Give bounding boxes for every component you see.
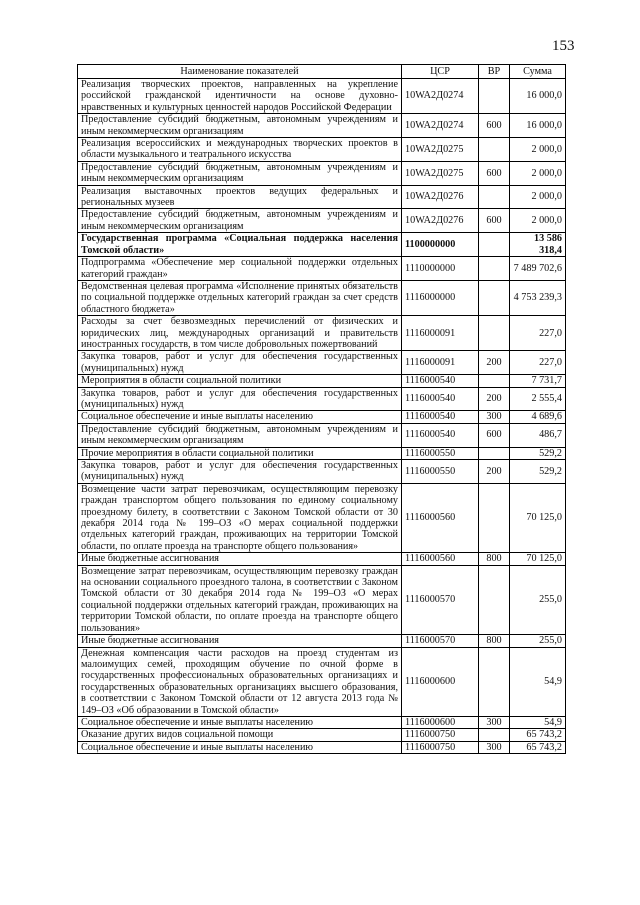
row-csr: 1116000540 — [402, 411, 479, 423]
table-row — [78, 716, 566, 728]
row-sum: 2 000,0 — [510, 161, 566, 185]
row-vr — [479, 483, 510, 552]
row-vr: 300 — [479, 411, 510, 423]
row-csr: 10WA2Д0275 — [402, 138, 479, 162]
row-sum: 529,2 — [510, 460, 566, 484]
row-sum: 255,0 — [510, 635, 566, 647]
row-name: Мероприятия в области социальной политики — [78, 375, 402, 387]
row-csr: 1116000560 — [402, 553, 479, 565]
row-vr: 800 — [479, 635, 510, 647]
row-vr — [479, 375, 510, 387]
row-csr: 1116000550 — [402, 447, 479, 459]
row-sum: 70 125,0 — [510, 553, 566, 565]
row-vr: 600 — [479, 209, 510, 233]
row-sum: 2 000,0 — [510, 185, 566, 209]
row-name: Государственная программа «Социальная поддержка населения Томской области» — [78, 233, 402, 257]
row-vr: 300 — [479, 741, 510, 753]
row-csr: 1116000600 — [402, 716, 479, 728]
row-name: Ведомственная целевая программа «Исполнение принятых обязательств по социальной поддержке отдельных категорий граждан за счет средств областного бюджета» — [78, 280, 402, 315]
table-row — [78, 375, 566, 387]
row-sum: 2 555,4 — [510, 387, 566, 411]
row-csr: 1116000091 — [402, 316, 479, 351]
table-row — [78, 647, 566, 716]
row-sum: 16 000,0 — [510, 114, 566, 138]
row-sum: 4 689,6 — [510, 411, 566, 423]
row-vr: 600 — [479, 161, 510, 185]
row-sum: 7 489 702,6 — [510, 257, 566, 281]
row-vr — [479, 565, 510, 634]
row-sum: 7 731,7 — [510, 375, 566, 387]
row-name: Реализация творческих проектов, направленных на укрепление российской гражданской идентичности на основе духовно-нравственных и культурных ценностей народов Российской Федерации — [78, 79, 402, 114]
row-sum: 4 753 239,3 — [510, 280, 566, 315]
row-vr: 600 — [479, 114, 510, 138]
table-row — [78, 565, 566, 634]
row-name: Прочие мероприятия в области социальной политики — [78, 447, 402, 459]
row-csr: 1110000000 — [402, 257, 479, 281]
table-row — [78, 138, 566, 162]
row-csr: 1116000091 — [402, 351, 479, 375]
row-vr — [479, 447, 510, 459]
row-vr — [479, 647, 510, 716]
row-vr: 300 — [479, 716, 510, 728]
header-row — [78, 65, 566, 79]
table-header — [78, 65, 566, 79]
table-row — [78, 280, 566, 315]
page-number: 153 — [552, 38, 575, 54]
table-row — [78, 553, 566, 565]
table-row — [78, 460, 566, 484]
header-name: Наименование показателей — [78, 65, 402, 79]
row-vr: 600 — [479, 423, 510, 447]
row-name: Возмещение затрат перевозчикам, осуществляющим перевозку граждан на основании социального проездного талона, в соответствии с Законом Томской области от 30 декабря 2014 года № 199–ОЗ «О мерах социальной поддержки отдельных категорий граждан, проживающих на территории Томской области, по оплате проезда на транспорте общего пользования» — [78, 565, 402, 634]
table-row — [78, 257, 566, 281]
row-csr: 1116000750 — [402, 741, 479, 753]
table-row — [78, 233, 566, 257]
row-vr — [479, 138, 510, 162]
row-name: Социальное обеспечение и иные выплаты населению — [78, 411, 402, 423]
row-vr — [479, 316, 510, 351]
row-vr: 200 — [479, 460, 510, 484]
row-sum: 255,0 — [510, 565, 566, 634]
row-name: Подпрограмма «Обеспечение мер социальной поддержки отдельных категорий граждан» — [78, 257, 402, 281]
row-name: Предоставление субсидий бюджетным, автономным учреждениям и иным некоммерческим организациям — [78, 423, 402, 447]
row-name: Закупка товаров, работ и услуг для обеспечения государственных (муниципальных) нужд — [78, 387, 402, 411]
row-csr: 1116000570 — [402, 635, 479, 647]
row-csr: 1116000000 — [402, 280, 479, 315]
table-row — [78, 316, 566, 351]
table-row — [78, 423, 566, 447]
row-sum: 529,2 — [510, 447, 566, 459]
row-vr — [479, 729, 510, 741]
row-sum: 2 000,0 — [510, 138, 566, 162]
row-name: Денежная компенсация части расходов на проезд студентам из малоимущих семей, проходящим обучение по очной форме в государственных профессиональных образовательных организациях и государственных образовательных организациях высшего образования, в соответствии с Законом Томской области от 12 августа 2013 года № 149–ОЗ «Об образовании в Томской области» — [78, 647, 402, 716]
row-sum: 227,0 — [510, 351, 566, 375]
header-sum: Сумма — [510, 65, 566, 79]
row-sum: 65 743,2 — [510, 729, 566, 741]
row-csr: 10WA2Д0274 — [402, 114, 479, 138]
row-name: Оказание других видов социальной помощи — [78, 729, 402, 741]
table-row — [78, 411, 566, 423]
row-csr: 10WA2Д0275 — [402, 161, 479, 185]
row-vr — [479, 280, 510, 315]
row-name: Закупка товаров, работ и услуг для обеспечения государственных (муниципальных) нужд — [78, 460, 402, 484]
row-csr: 10WA2Д0276 — [402, 185, 479, 209]
row-sum: 54,9 — [510, 716, 566, 728]
row-csr: 1116000540 — [402, 423, 479, 447]
table-row — [78, 185, 566, 209]
row-csr: 1116000570 — [402, 565, 479, 634]
row-sum: 13 586 318,4 — [510, 233, 566, 257]
row-csr: 10WA2Д0276 — [402, 209, 479, 233]
row-sum: 65 743,2 — [510, 741, 566, 753]
row-sum: 16 000,0 — [510, 79, 566, 114]
row-vr — [479, 185, 510, 209]
table-row — [78, 161, 566, 185]
row-sum: 486,7 — [510, 423, 566, 447]
row-sum: 70 125,0 — [510, 483, 566, 552]
header-csr: ЦСР — [402, 65, 479, 79]
row-csr: 1116000540 — [402, 387, 479, 411]
row-name: Закупка товаров, работ и услуг для обеспечения государственных (муниципальных) нужд — [78, 351, 402, 375]
row-name: Социальное обеспечение и иные выплаты населению — [78, 741, 402, 753]
table-row — [78, 483, 566, 552]
row-vr: 200 — [479, 387, 510, 411]
row-name: Реализация выставочных проектов ведущих федеральных и региональных музеев — [78, 185, 402, 209]
row-csr: 10WA2Д0274 — [402, 79, 479, 114]
row-vr — [479, 79, 510, 114]
table-row — [78, 114, 566, 138]
table-body — [78, 79, 566, 754]
row-name: Иные бюджетные ассигнования — [78, 635, 402, 647]
table-row — [78, 209, 566, 233]
row-sum: 2 000,0 — [510, 209, 566, 233]
table-row — [78, 79, 566, 114]
table-row — [78, 351, 566, 375]
table-row — [78, 447, 566, 459]
row-name: Иные бюджетные ассигнования — [78, 553, 402, 565]
row-name: Предоставление субсидий бюджетным, автономным учреждениям и иным некоммерческим организациям — [78, 209, 402, 233]
row-vr: 800 — [479, 553, 510, 565]
header-vr: ВР — [479, 65, 510, 79]
row-csr: 1116000750 — [402, 729, 479, 741]
table-row — [78, 729, 566, 741]
table-row — [78, 635, 566, 647]
row-name: Предоставление субсидий бюджетным, автономным учреждениям и иным некоммерческим организациям — [78, 161, 402, 185]
row-sum: 227,0 — [510, 316, 566, 351]
row-name: Социальное обеспечение и иные выплаты населению — [78, 716, 402, 728]
row-csr: 1116000560 — [402, 483, 479, 552]
row-csr: 1100000000 — [402, 233, 479, 257]
row-csr: 1116000550 — [402, 460, 479, 484]
budget-table — [77, 64, 566, 754]
table-row — [78, 387, 566, 411]
row-name: Расходы за счет безвозмездных перечислений от физических и юридических лиц, международных организаций и правительств иностранных государств, в том числе добровольных пожертвований — [78, 316, 402, 351]
row-csr: 1116000540 — [402, 375, 479, 387]
row-sum: 54,9 — [510, 647, 566, 716]
row-vr — [479, 257, 510, 281]
row-name: Возмещение части затрат перевозчикам, осуществляющим перевозку граждан транспортом общего пользования по единому социальному проездному билету, в соответствии с Законом Томской области от 30 декабря 2014 года № 199–ОЗ «О мерах социальной поддержки отдельных категорий граждан, проживающих на территории Томской области, по оплате проезда на транспорте общего пользования» — [78, 483, 402, 552]
row-csr: 1116000600 — [402, 647, 479, 716]
row-vr — [479, 233, 510, 257]
table-row — [78, 741, 566, 753]
row-name: Предоставление субсидий бюджетным, автономным учреждениям и иным некоммерческим организациям — [78, 114, 402, 138]
row-vr: 200 — [479, 351, 510, 375]
row-name: Реализация всероссийских и международных творческих проектов в области музыкального и театрального искусства — [78, 138, 402, 162]
